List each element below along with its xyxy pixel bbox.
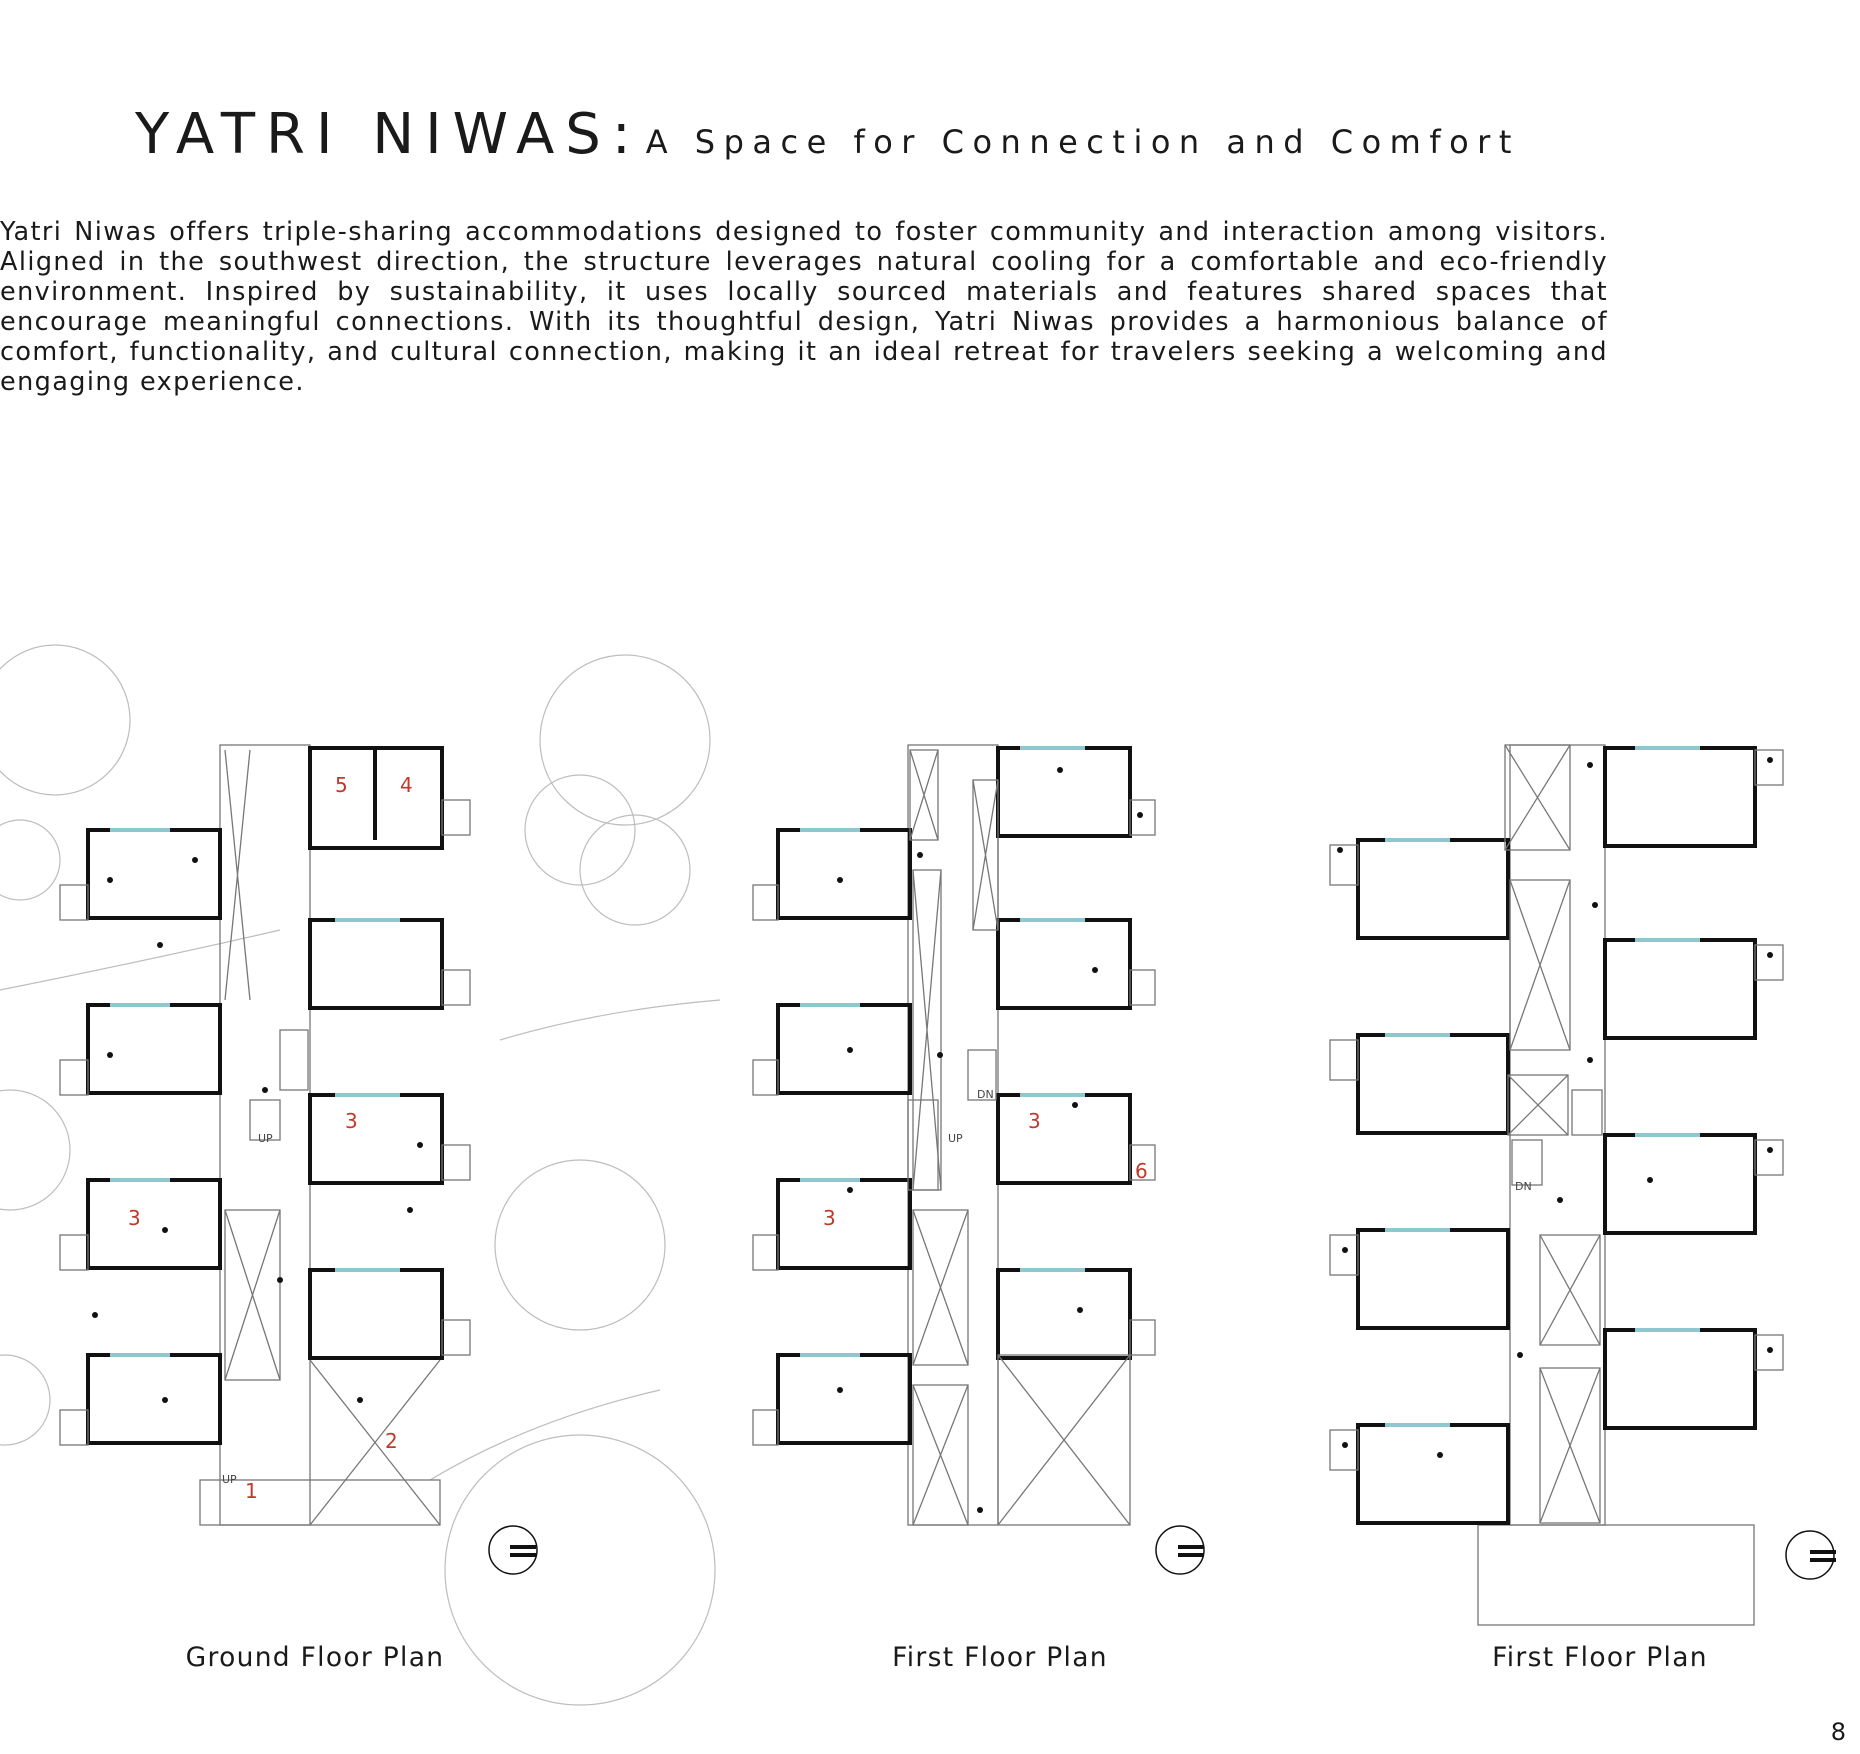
ff-stair-up-label: UP <box>948 1132 963 1145</box>
plan-label-first-floor-middle: First Floor Plan <box>892 1642 1108 1673</box>
title-main: YATRI NIWAS: <box>135 102 642 167</box>
ff-room-number-3b: 3 <box>823 1206 836 1230</box>
ff2-stair-dn-label: DN <box>1515 1180 1532 1193</box>
gf-entry-up-label: UP <box>222 1473 237 1486</box>
ff-north-arrow-icon <box>1156 1526 1204 1574</box>
plan-label-ground-floor: Ground Floor Plan <box>185 1642 445 1673</box>
gf-room-number-2: 2 <box>385 1429 398 1453</box>
intro-paragraph: Yatri Niwas offers triple-sharing accommodations designed to foster community and interaction among visitors. Aligned in the southwest direction, the structure leverages natural cooling for a comfortable and eco-friendly environment. Inspired by sustainability, it uses locally sourced materials and features shared spaces that encourage meaningful connections. With its thoughtful design, Yatri Niwas provides a harmonious balance of comfort, functionality, and cultural connection, making it an ideal retreat for travelers seeking a welcoming and engaging experience. <box>0 217 1608 397</box>
gf-room-number-3a: 3 <box>345 1109 358 1133</box>
first-floor-plan-right <box>1330 745 1783 1625</box>
gf-north-arrow-icon <box>489 1526 537 1574</box>
ff-room-number-6: 6 <box>1135 1159 1148 1183</box>
gf-stair-up-label: UP <box>258 1132 273 1145</box>
plan-label-first-floor-right: First Floor Plan <box>1492 1642 1708 1673</box>
title-subtitle: A Space for Connection and Comfort <box>645 123 1520 161</box>
gf-room-number-3b: 3 <box>128 1206 141 1230</box>
tree-outlines <box>0 645 720 1705</box>
page-number: 8 <box>1830 1718 1846 1746</box>
ff-stair-dn-label: DN <box>977 1088 994 1101</box>
gf-room-number-4: 4 <box>400 773 413 797</box>
ff2-north-arrow-icon <box>1786 1531 1836 1579</box>
gf-room-number-5: 5 <box>335 773 348 797</box>
gf-room-number-1: 1 <box>245 1479 258 1503</box>
ff-room-number-3a: 3 <box>1028 1109 1041 1133</box>
